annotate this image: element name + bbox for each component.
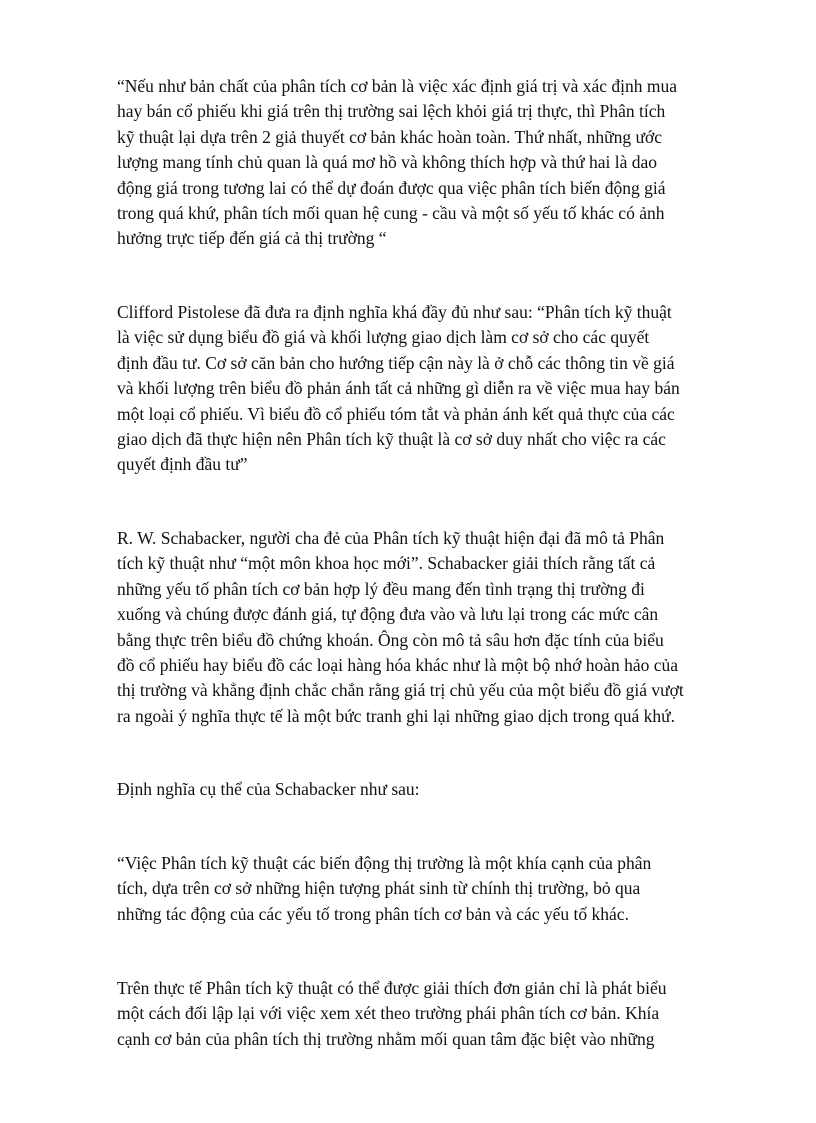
text-line: trong quá khứ, phân tích mối quan hệ cung - cầu và một số yếu tố khác có ảnh bbox=[117, 202, 665, 223]
text-line: động giá trong tương lai có thể dự đoán được qua việc phân tích biến động giá bbox=[117, 177, 666, 198]
text-line: cạnh cơ bản của phân tích thị trường nhằm mối quan tâm đặc biệt vào những bbox=[117, 1028, 655, 1049]
text-line: những tác động của các yếu tố trong phân tích cơ bản và các yếu tố khác. bbox=[117, 903, 629, 924]
text-line: ra ngoài ý nghĩa thực tế là một bức tranh ghi lại những giao dịch trong quá khứ. bbox=[117, 705, 675, 726]
text-line: kỹ thuật lại dựa trên 2 giả thuyết cơ bản khác hoàn toàn. Thứ nhất, những ước bbox=[117, 126, 663, 147]
text-line: định đầu tư. Cơ sở căn bản cho hướng tiếp cận này là ở chỗ các thông tin về giá bbox=[117, 352, 675, 373]
text-line: một loại cổ phiếu. Vì biểu đồ cổ phiếu tóm tắt và phản ánh kết quả thực của các bbox=[117, 403, 675, 424]
text-line: một cách đối lập lại với việc xem xét theo trường phái phân tích cơ bản. Khía bbox=[117, 1003, 660, 1024]
text-line: tích, dựa trên cơ sở những hiện tượng phát sinh từ chính thị trường, bỏ qua bbox=[117, 878, 641, 899]
paragraph-schabacker bbox=[117, 526, 727, 729]
text-line: tích kỹ thuật như “một môn khoa học mới”. Schabacker giải thích rằng tất cả bbox=[117, 553, 656, 574]
paragraph-clifford-pistolese bbox=[117, 300, 727, 478]
text-line: Định nghĩa cụ thể của Schabacker như sau: bbox=[117, 779, 420, 799]
text-line: Trên thực tế Phân tích kỹ thuật có thể được giải thích đơn giản chỉ là phát biểu bbox=[117, 978, 667, 998]
text-line: những yếu tố phân tích cơ bản hợp lý đều mang đến tình trạng thị trường đi bbox=[117, 578, 645, 599]
text-line: là việc sử dụng biểu đồ giá và khối lượng giao dịch làm cơ sở cho các quyết bbox=[117, 327, 650, 348]
text-line: giao dịch đã thực hiện nên Phân tích kỹ thuật là cơ sở duy nhất cho việc ra các bbox=[117, 428, 666, 449]
text-line: hưởng trực tiếp đến giá cả thị trường “ bbox=[117, 228, 387, 249]
paragraph-schabacker-quote bbox=[117, 851, 727, 927]
text-line: đồ cổ phiếu hay biểu đồ các loại hàng hóa khác như là một bộ nhớ hoàn hảo của bbox=[117, 654, 679, 675]
text-line: Clifford Pistolese đã đưa ra định nghĩa khá đầy đủ như sau: “Phân tích kỹ thuật bbox=[117, 302, 672, 322]
text-line: “Việc Phân tích kỹ thuật các biến động thị trường là một khía cạnh của phân bbox=[117, 853, 652, 873]
text-line: và khối lượng trên biểu đồ phản ánh tất cả những gì diễn ra về việc mua hay bán bbox=[117, 378, 680, 399]
text-line: lượng mang tính chủ quan là quá mơ hồ và không thích hợp và thứ hai là dao bbox=[117, 152, 658, 173]
text-line: “Nếu như bản chất của phân tích cơ bản là việc xác định giá trị và xác định mua bbox=[117, 76, 678, 96]
paragraph-in-practice bbox=[117, 976, 727, 1052]
text-line: bằng thực trên biểu đồ chứng khoán. Ông còn mô tả sâu hơn đặc tính của biểu bbox=[117, 629, 664, 650]
text-line: R. W. Schabacker, người cha đẻ của Phân tích kỹ thuật hiện đại đã mô tả Phân bbox=[117, 528, 665, 548]
paragraph-fundamental-vs-technical bbox=[117, 74, 727, 252]
paragraph-definition-heading bbox=[117, 777, 727, 802]
text-line: quyết định đầu tư” bbox=[117, 454, 248, 475]
text-line: hay bán cổ phiếu khi giá trên thị trường sai lệch khỏi giá trị thực, thì Phân tích bbox=[117, 101, 666, 122]
text-line: xuống và chúng được đánh giá, tự động đưa vào và lưu lại trong các mức cân bbox=[117, 604, 659, 625]
text-line: thị trường và khẳng định chắc chắn rằng giá trị chủ yếu của một biểu đồ giá vượt bbox=[117, 680, 684, 701]
